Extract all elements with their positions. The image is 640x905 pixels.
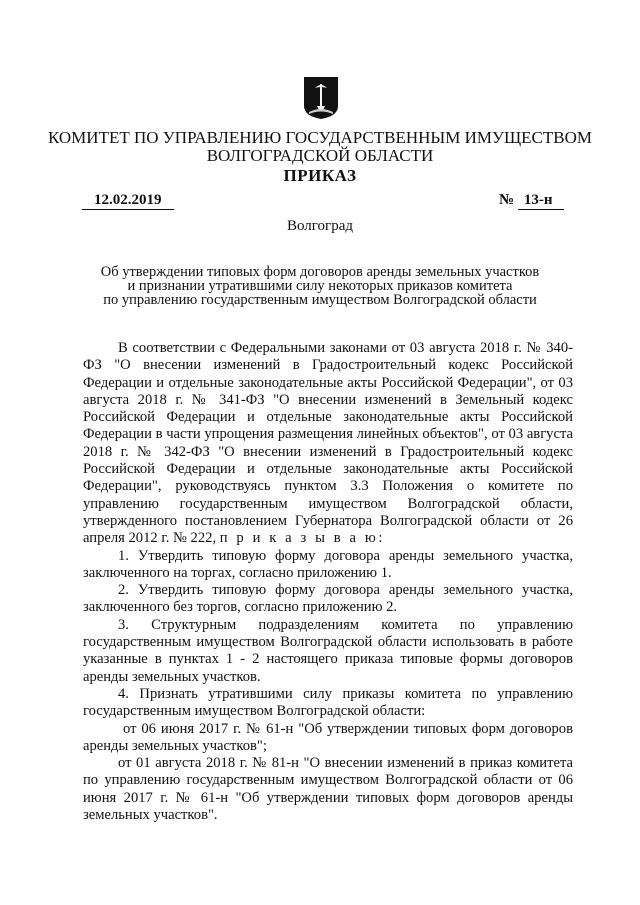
subject-line1: Об утверждении типовых форм договоров аренды земельных участков [100,264,540,280]
preamble-text: В соответствии с Федеральными законами от 03 августа 2018 г. № 340-ФЗ "О внесении изменений в Градостроительный кодекс Российской Федерации и отдельные законодательные акты Российской Федерации", от 03 августа 2018 г. № 341-ФЗ "О внесении изменений в Земельный кодекс Российской Федерации и отдельные законодательные акты Российской Федерации в части упрощения размещения линейных объектов", от 03 августа 2018 г. № 342-ФЗ "О внесении изменений в Градостроительный кодекс Российской Федерации и отдельные законодательные акты Российской Федерации", руководствуясь пунктом 3.3 Положения о комитете по управлению государственным имуществом Волгоградской области, утвержденного постановлением Губернатора Волгоградской области от 26 апреля 2012 г. № 222, [83,340,573,547]
document-type: ПРИКАЗ [283,166,357,185]
item-3: 3. Структурным подразделениям комитета по управлению государственным имуществом Волгоградской области использовать в работе указанные в пунктах 1 - 2 настоящего приказа типовые формы договоров аренды земельных участков. [83,616,573,685]
document-date: 12.02.2019 [82,192,174,210]
document-subject [60,265,580,307]
org-name-line2: ВОЛГОГРАДСКОЙ ОБЛАСТИ [206,146,434,165]
subject-line2: и признании утратившими силу некоторых приказов комитета [127,278,513,294]
item-4b: от 01 августа 2018 г. № 81-н "О внесении изменений в приказ комитета по управлению государственным имуществом Волгоградской области от 06 июня 2017 г. № 61-н "Об утверждении типовых форм договоров аренды земельных участков". [83,755,573,824]
preamble-paragraph [83,340,573,548]
item-2: 2. Утвердить типовую форму договора аренды земельного участка, заключенного без торгов, согласно приложению 2. [83,582,573,616]
order-word: п р и к а з ы в а ю: [219,530,385,547]
document-city: Волгоград [286,218,353,234]
document-body [83,340,573,824]
number-value: 13-н [518,192,565,210]
item-4: 4. Признать утратившими силу приказы комитета по управлению государственным имуществом Волгоградской области: [83,685,573,720]
subject-line3: по управлению государственным имуществом Волгоградской области [103,292,537,308]
item-1: 1. Утвердить типовую форму договора аренды земельного участка, заключенного на торгах, согласно приложению 1. [83,547,573,581]
document-number [499,192,564,210]
item-4a: от 06 июня 2017 г. № 61-н "Об утверждении типовых форм договоров аренды земельных участков"; [83,720,573,754]
org-name-line1: КОМИТЕТ ПО УПРАВЛЕНИЮ ГОСУДАРСТВЕННЫМ ИМУЩЕСТВОМ [47,128,592,147]
coat-of-arms-icon [303,76,339,120]
number-label: № [499,192,515,208]
